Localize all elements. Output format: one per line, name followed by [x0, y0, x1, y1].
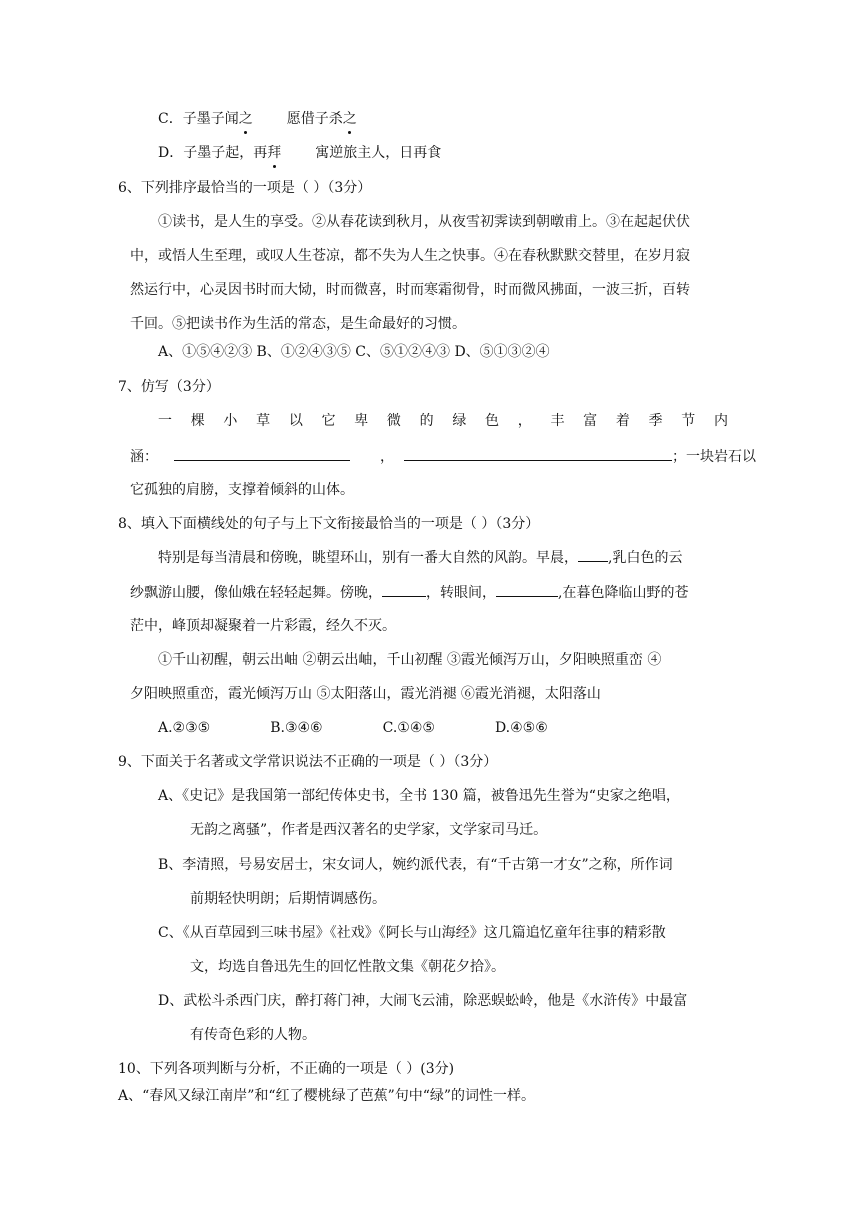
question-6-text-line: 然运行中，心灵因书时而大恸，时而微喜，时而寒霜彻骨，时而微风拂面，一波三折，百转 — [130, 282, 690, 298]
question-7-spaced-line: 一 棵 小 草 以 它 卑 微 的 绿 色 ， 丰 富 着 季 节 内 — [158, 413, 728, 429]
question-7-text-line: 它孤独的肩膀，支撑着倾斜的山体。 — [130, 482, 354, 498]
question-8-text-line: 茫中，峰顶却凝聚着一片彩霞，经久不灭。 — [130, 618, 396, 634]
question-9-option-a-cont: 无韵之离骚”，作者是西汉著名的史学家，文学家司马迁。 — [190, 822, 548, 838]
answer-blank[interactable] — [578, 547, 608, 562]
question-9-option-a: A、《史记》是我国第一部纪传体史书，全书 130 篇，被鲁迅先生誉为“史家之绝唱， — [158, 788, 680, 804]
answer-blank[interactable] — [382, 582, 426, 597]
question-6-text-line: 千回。⑤把读书作为生活的常态，是生命最好的习惯。 — [130, 316, 466, 332]
question-9-option-d: D、武松斗杀西门庆，醉打蒋门神，大闹飞云浦，除恶蜈蚣岭，他是《水浒传》中最富 — [158, 993, 688, 1009]
question-9-option-c: C、《从百草园到三味书屋》《社戏》《阿长与山海经》这几篇追忆童年往事的精彩散 — [158, 925, 666, 941]
question-8-options: A.②③⑤ B.③④⑥ C.①④⑤ D.④⑤⑥ — [158, 720, 548, 736]
answer-blank[interactable] — [496, 582, 558, 597]
question-6-text-line: ①读书，是人生的享受。②从春花读到秋月，从夜雪初霁读到朝暾甫上。③在起起伏伏 — [158, 214, 690, 230]
question-9-option-d-cont: 有传奇色彩的人物。 — [190, 1027, 316, 1043]
question-8-sentences-line: ①千山初醒，朝云出岫 ②朝云出岫，千山初醒 ③霞光倾泻万山，夕阳映照重峦 ④ — [158, 652, 662, 668]
question-9-option-b: B、李清照，号易安居士，宋女词人，婉约派代表，有“千古第一才女”之称，所作词 — [158, 857, 673, 873]
question-10-title: 10、下列各项判断与分析，不正确的一项是（ ）(3分) — [118, 1061, 455, 1077]
question-6-title: 6、下列排序最恰当的一项是（ ）（3分） — [118, 180, 372, 196]
question-7-blank-line: 涵： ， ；一块岩石以 — [130, 446, 756, 467]
question-7-title: 7、仿写（3分） — [118, 379, 220, 395]
question-8-title: 8、填入下面横线处的句子与上下文衔接最恰当的一项是（ ）（3分） — [118, 516, 540, 532]
question-8-text-line: 特别是每当清晨和傍晚，眺望环山，别有一番大自然的风韵。早晨， ,乳白色的云 — [158, 547, 682, 568]
emphasis-dot-char: 之 — [342, 111, 357, 127]
question-10-option-a: A、“春风又绿江南岸”和“红了樱桃绿了芭蕉”句中“绿”的词性一样。 — [118, 1088, 536, 1104]
emphasis-dot-char: 之 — [238, 111, 253, 127]
question-8-sentences-line: 夕阳映照重峦，霞光倾泻万山 ⑤太阳落山，霞光消褪 ⑥霞光消褪，太阳落山 — [130, 686, 601, 702]
question-6-options: A、①⑤④②③ B、①②④③⑤ C、⑤①②④③ D、⑤①③②④ — [158, 344, 550, 360]
option-c: C．子墨子闻之 愿借子杀之 — [158, 111, 357, 127]
question-9-title: 9、下面关于名著或文学常识说法不正确的一项是（ ）（3分） — [118, 754, 498, 770]
question-6-text-line: 中，或悟人生至理，或叹人生苍凉，都不失为人生之快事。④在春秋默默交替里，在岁月寂 — [130, 248, 690, 264]
answer-blank[interactable] — [174, 446, 350, 461]
emphasis-dot-char: 拜 — [267, 145, 282, 161]
question-9-option-c-cont: 文，均选自鲁迅先生的回忆性散文集《朝花夕拾》。 — [190, 959, 505, 975]
option-d: D．子墨子起，再拜 寓逆旅主人，日再食 — [158, 145, 442, 161]
question-8-text-line: 纱飘游山腰，像仙娥在轻轻起舞。傍晚， ，转眼间， ,在暮色降临山野的苍 — [130, 582, 688, 603]
answer-blank[interactable] — [404, 446, 672, 461]
question-9-option-b-cont: 前期轻快明朗；后期情调感伤。 — [190, 891, 386, 907]
